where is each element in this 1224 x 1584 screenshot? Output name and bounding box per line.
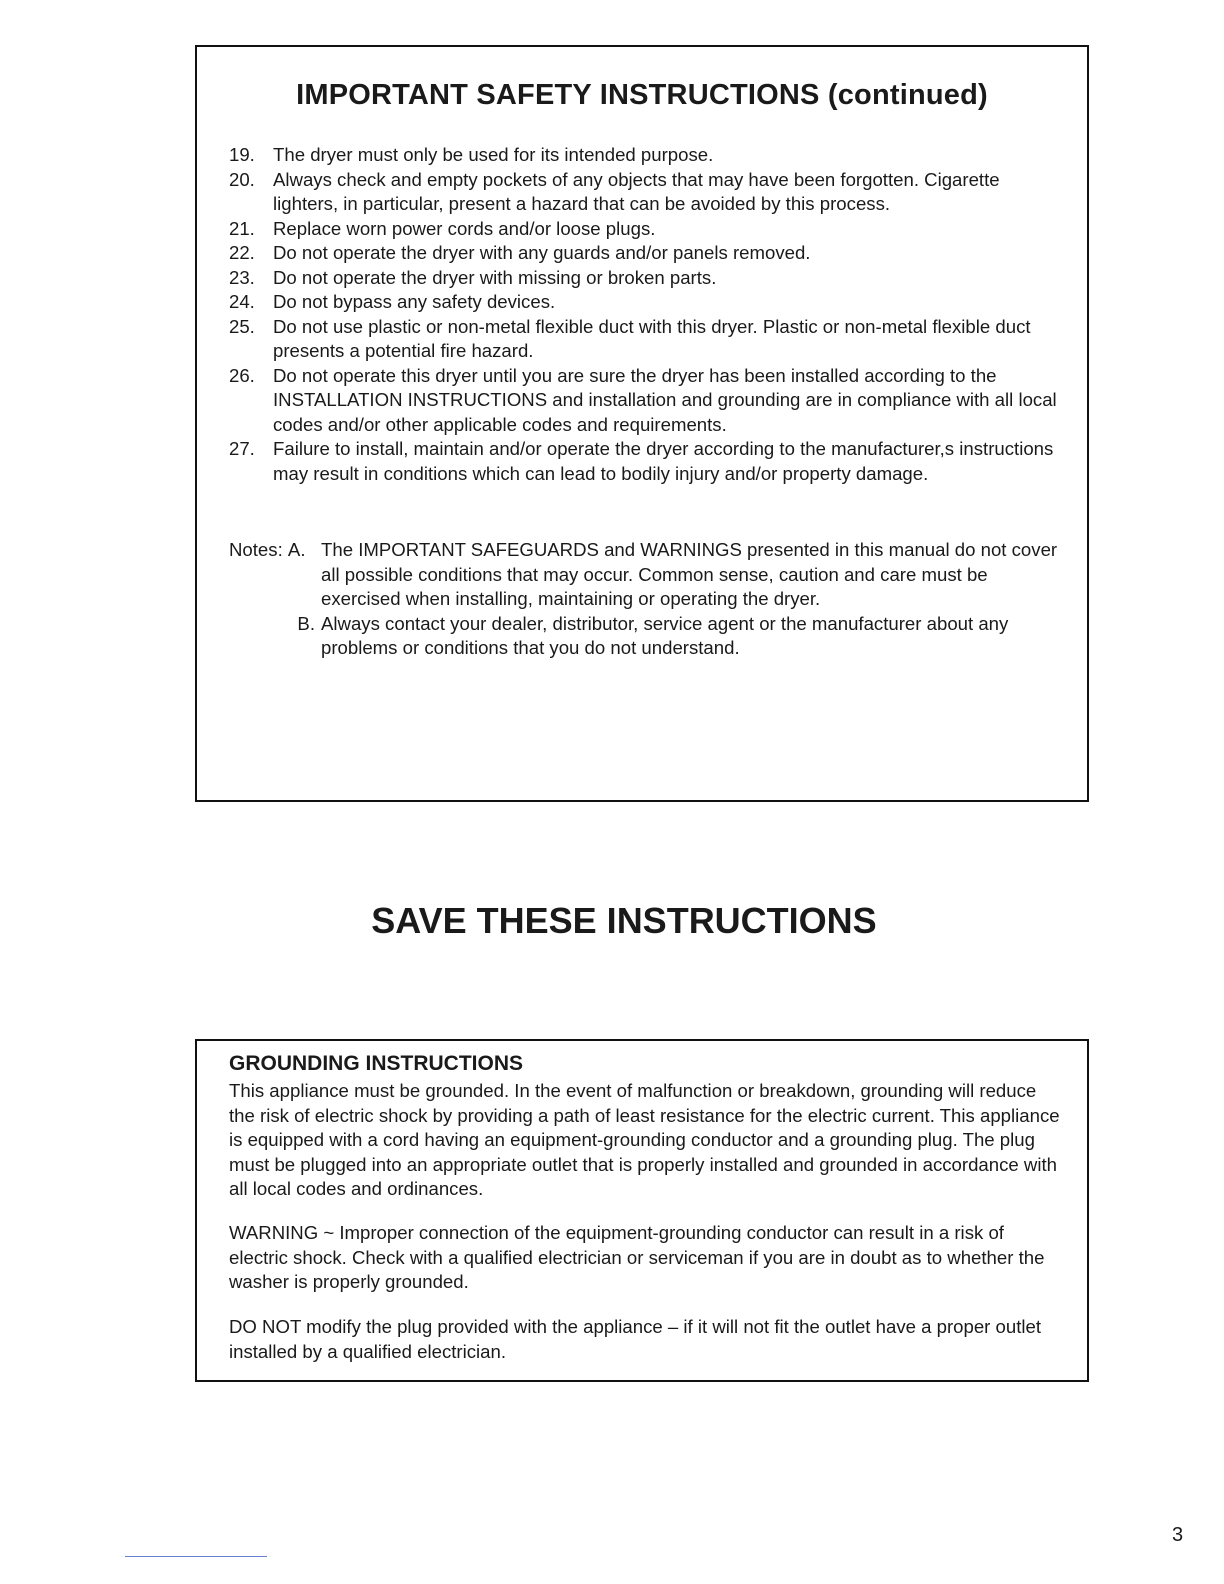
list-item [229,241,1059,266]
list-item [229,168,1059,217]
item-text: Do not operate this dryer until you are sure the dryer has been installed according to the INSTALLATION INSTRUCTIONS and installation and grounding are in compliance with all local codes and/or other applicable codes and requirements. [273,364,1057,435]
note-item [229,538,1059,612]
grounding-title: GROUNDING INSTRUCTIONS [229,1052,523,1075]
page-number: 3 [1172,1524,1184,1546]
item-number: 25. [229,315,255,337]
notes-label: Notes: [229,539,283,560]
list-item [229,143,1059,168]
item-number: 27. [229,438,255,459]
item-text: Do not operate the dryer with missing or broken parts. [273,266,717,288]
item-number: 26. [229,364,255,386]
item-text: Do not operate the dryer with any guards and/or panels removed. [273,242,811,263]
note-text: The IMPORTANT SAFEGUARDS and WARNINGS presented in this manual do not cover all possible conditions that may occur. Common sense, caution and care must be exercised when installing, maintaining or operating the dryer. [321,539,1058,609]
grounding-plug-paragraph: DO NOT modify the plug provided with the appliance – if it will not fit the outlet have a proper outlet installed by a qualified electrician. [229,1316,1042,1362]
item-text: Always check and empty pockets of any objects that may have been forgotten. Cigarette lighters, in particular, present a hazard that can be avoided by this process. [273,168,1000,214]
note-letter: B. [297,612,315,634]
note-letter: A. [287,539,306,560]
safety-title: IMPORTANT SAFETY INSTRUCTIONS (continued) [296,79,988,111]
grounding-instructions-box [195,1039,1089,1382]
item-text: Do not use plastic or non-metal flexible duct with this dryer. Plastic or non-metal flexible duct presents a potential fire hazard. [273,315,1031,361]
item-text: The dryer must only be used for its intended purpose. [273,144,714,165]
item-text: Do not bypass any safety devices. [273,291,556,312]
save-instructions-heading: SAVE THESE INSTRUCTIONS [371,900,877,941]
note-text: Always contact your dealer, distributor, service agent or the manufacturer about any problems or conditions that you do not understand. [321,612,1009,658]
list-item [229,315,1059,364]
note-item [229,612,1059,661]
item-text: Replace worn power cords and/or loose plugs. [273,217,656,239]
footer-rule [125,1556,267,1557]
list-item [229,217,1059,242]
item-number: 21. [229,217,255,239]
item-number: 20. [229,168,255,190]
grounding-warning-paragraph: WARNING ~ Improper connection of the equipment-grounding conductor can result in a risk of electric shock. Check with a qualified electrician or serviceman if you are in doubt as to whether the washer is properly grounded. [229,1222,1045,1292]
safety-instructions-box [195,45,1089,802]
notes-section [229,538,1059,661]
item-text: Failure to install, maintain and/or operate the dryer according to the manufacturer,s instructions may result in conditions which can lead to bodily injury and/or property damage. [273,438,1054,484]
item-number: 23. [229,266,255,288]
list-item [229,266,1059,291]
list-item [229,364,1059,438]
list-item [229,437,1059,486]
list-item [229,290,1059,315]
safety-list [229,143,1059,486]
item-number: 24. [229,291,255,312]
item-number: 22. [229,242,255,263]
grounding-paragraph: This appliance must be grounded. In the event of malfunction or breakdown, grounding will reduce the risk of electric shock by providing a path of least resistance for the electric current. This appliance is equipped with a cord having an equipment-grounding conductor and a grounding plug. The plug must be plugged into an appropriate outlet that is properly installed and grounded in accordance with all local codes and ordinances. [229,1080,1060,1199]
item-number: 19. [229,144,255,165]
